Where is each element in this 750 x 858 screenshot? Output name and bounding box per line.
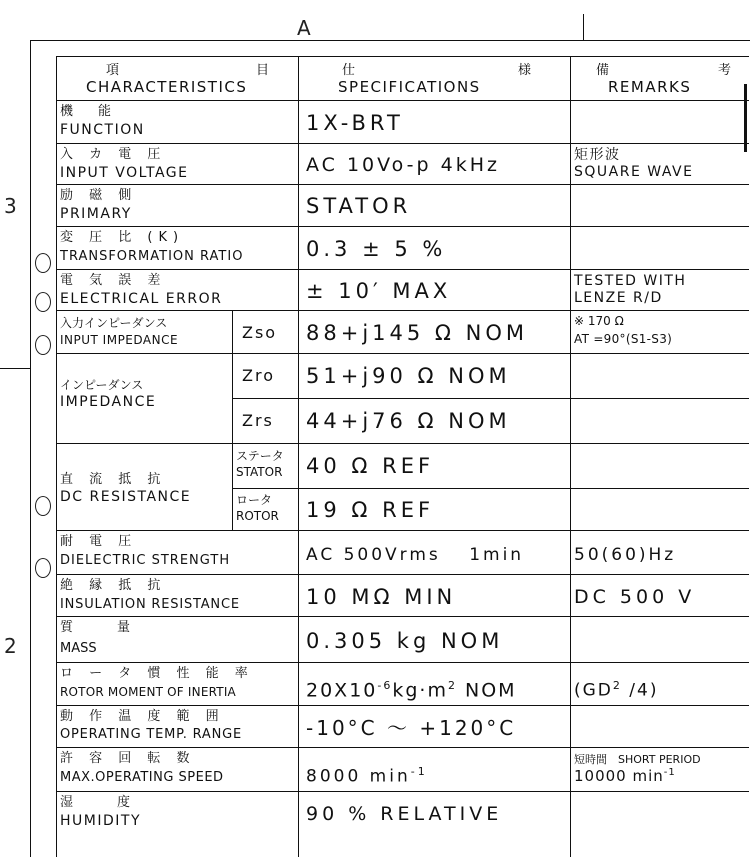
sub-label-stator-en: STATOR <box>236 465 283 479</box>
label-en: ROTOR MOMENT OF INERTIA <box>60 685 236 699</box>
spec-value: -10°C ～ +120°C <box>306 716 517 740</box>
impedance-symbol: Zso <box>242 323 278 342</box>
remark-value: 50(60)Hz <box>574 545 677 565</box>
spec-value: AC 10Vo-p 4kHz <box>306 154 500 176</box>
table-row-operating-speed <box>56 747 749 792</box>
remark-prefix: (GD <box>574 680 613 701</box>
label-en: ELECTRICAL ERROR <box>60 291 223 307</box>
remark-prefix: 10000 min <box>574 767 664 785</box>
header-spec-jp-left: 仕 <box>342 63 362 78</box>
spec-value: AC 500Vrms 1min <box>306 545 525 565</box>
remark-value: DC 500 V <box>574 586 696 608</box>
table-row-humidity <box>56 791 749 858</box>
remark-suffix: /4) <box>621 680 659 701</box>
label-jp: 入力インピーダンス <box>60 316 168 330</box>
remark-line2 <box>574 767 676 785</box>
spec-exponent: -1 <box>410 765 428 778</box>
label-jp: 許 容 回 転 数 <box>60 751 196 766</box>
frame-tick-top <box>583 14 584 40</box>
header-characteristics <box>56 57 298 101</box>
spec-prefix: 8000 min <box>306 766 411 787</box>
remark-exponent: 2 <box>612 679 622 692</box>
table-row-impedance <box>56 353 749 444</box>
header-spec-jp-right: 様 <box>518 63 538 78</box>
header-char-jp-right: 目 <box>256 63 276 78</box>
table-row-primary <box>56 184 749 227</box>
remark-en: SQUARE WAVE <box>574 164 694 180</box>
table-row-rotor-inertia <box>56 662 749 706</box>
label-en: IMPEDANCE <box>60 394 157 410</box>
label-en: PRIMARY <box>60 206 132 222</box>
impedance-symbol-zrs: Zrs <box>242 411 274 430</box>
label-jp: 質 量 <box>60 620 137 635</box>
specification-table <box>56 56 749 857</box>
spec-value <box>306 675 517 701</box>
spec-value: 0.305 kg NOM <box>306 629 504 653</box>
label-jp: 機 能 <box>60 104 118 119</box>
label-jp: 入 カ 電 圧 <box>60 147 167 162</box>
label-en: HUMIDITY <box>60 813 141 829</box>
revision-mark-circle <box>35 558 51 578</box>
label-jp: 変 圧 比 (K) <box>60 230 185 245</box>
label-jp: 励 磁 側 <box>60 188 138 203</box>
table-header-row <box>56 56 749 101</box>
impedance-symbol-zro: Zro <box>242 366 275 385</box>
spec-value-stator: 40 Ω REF <box>306 454 435 478</box>
spec-value <box>306 761 428 788</box>
spec-value-zro: 51+j90 Ω NOM <box>306 364 511 388</box>
frame-tick-left <box>0 368 30 369</box>
remark-value <box>574 675 659 702</box>
label-en: FUNCTION <box>60 122 145 138</box>
sub-label-rotor-en: ROTOR <box>236 509 279 523</box>
label-jp: 動 作 温 度 範 囲 <box>60 709 225 724</box>
label-en: DC RESISTANCE <box>60 489 192 505</box>
header-rem-jp-left: 備 <box>596 63 616 78</box>
spec-value-rotor: 19 Ω REF <box>306 498 435 522</box>
spec-value: 0.3 ± 5 % <box>306 237 447 261</box>
sub-row-divider <box>232 398 749 399</box>
revision-mark-circle <box>35 292 51 312</box>
label-jp: ロ ー タ 慣 性 能 率 <box>60 666 254 681</box>
header-rem-jp-right: 考 <box>718 63 738 78</box>
label-en: TRANSFORMATION RATIO <box>60 249 244 264</box>
spec-value: 90 % RELATIVE <box>306 803 503 825</box>
label-en: INPUT VOLTAGE <box>60 165 189 181</box>
sub-label-rotor-jp: ロータ <box>236 493 273 507</box>
remark-line2: AT =90°(S1-S3) <box>574 332 673 346</box>
spec-value: STATOR <box>306 194 412 218</box>
spec-exponent-2: 2 <box>447 679 457 692</box>
zone-letter-a: A <box>297 16 311 40</box>
table-row-operating-temp <box>56 705 749 748</box>
table-row-function <box>56 100 749 144</box>
label-jp: インピーダンス <box>60 378 144 392</box>
sub-row-divider <box>232 488 749 489</box>
remark-jp: 矩形波 <box>574 147 621 163</box>
header-spec-en: SPECIFICATIONS <box>338 78 481 96</box>
revision-mark-circle <box>35 253 51 273</box>
header-remarks <box>570 57 749 101</box>
spec-exponent: -6 <box>377 679 393 692</box>
remark-line1: 短時間 SHORT PERIOD <box>574 753 701 766</box>
remark-line1: ※ 170 Ω <box>574 314 624 328</box>
table-row-dc-resistance <box>56 443 749 531</box>
label-jp: 耐 電 圧 <box>60 534 138 549</box>
zone-letter-2: 2 <box>4 634 17 658</box>
table-row-insulation-resistance <box>56 574 749 617</box>
header-specifications <box>298 57 570 101</box>
header-char-jp-left: 項 <box>106 63 126 78</box>
remark-exponent: -1 <box>663 767 676 778</box>
spec-value-zrs: 44+j76 Ω NOM <box>306 409 511 433</box>
label-en: DIELECTRIC STRENGTH <box>60 553 231 568</box>
symbol-divider <box>232 354 233 444</box>
label-en: OPERATING TEMP. RANGE <box>60 727 243 742</box>
table-row-input-impedance <box>56 310 749 354</box>
sub-label-stator-jp: ステータ <box>236 449 284 463</box>
header-rem-en: REMARKS <box>608 78 692 96</box>
zone-letter-3: 3 <box>4 194 17 218</box>
label-jp: 湿 度 <box>60 795 137 810</box>
spec-value: 1X-BRT <box>306 111 404 135</box>
label-en: MASS <box>60 641 97 656</box>
frame-left-border <box>30 40 31 857</box>
label-jp: 直 流 抵 抗 <box>60 472 167 487</box>
table-row-mass <box>56 616 749 663</box>
spec-unit: kg·m <box>392 679 448 702</box>
frame-top-border <box>30 40 750 41</box>
table-row-transformation-ratio <box>56 226 749 270</box>
remark-line1: TESTED WITH <box>574 273 687 289</box>
label-en: INSULATION RESISTANCE <box>60 597 240 612</box>
spec-prefix: 20X10 <box>306 679 378 702</box>
table-row-electrical-error <box>56 269 749 311</box>
table-row-input-voltage <box>56 143 749 185</box>
spec-value: ± 10′ MAX <box>306 279 452 303</box>
label-jp: 電 気 誤 差 <box>60 273 167 288</box>
table-row-dielectric-strength <box>56 530 749 575</box>
revision-mark-circle <box>35 496 51 516</box>
label-en: INPUT IMPEDANCE <box>60 333 179 347</box>
spec-suffix: NOM <box>456 679 517 702</box>
label-en: MAX.OPERATING SPEED <box>60 770 224 785</box>
header-char-en: CHARACTERISTICS <box>86 78 248 96</box>
spec-value: 10 MΩ MIN <box>306 585 457 609</box>
revision-mark-circle <box>35 335 51 355</box>
remark-line2: LENZE R/D <box>574 290 663 306</box>
label-jp: 絶 縁 抵 抗 <box>60 578 167 593</box>
spec-value: 88+j145 Ω NOM <box>306 321 528 345</box>
symbol-divider <box>232 311 233 354</box>
